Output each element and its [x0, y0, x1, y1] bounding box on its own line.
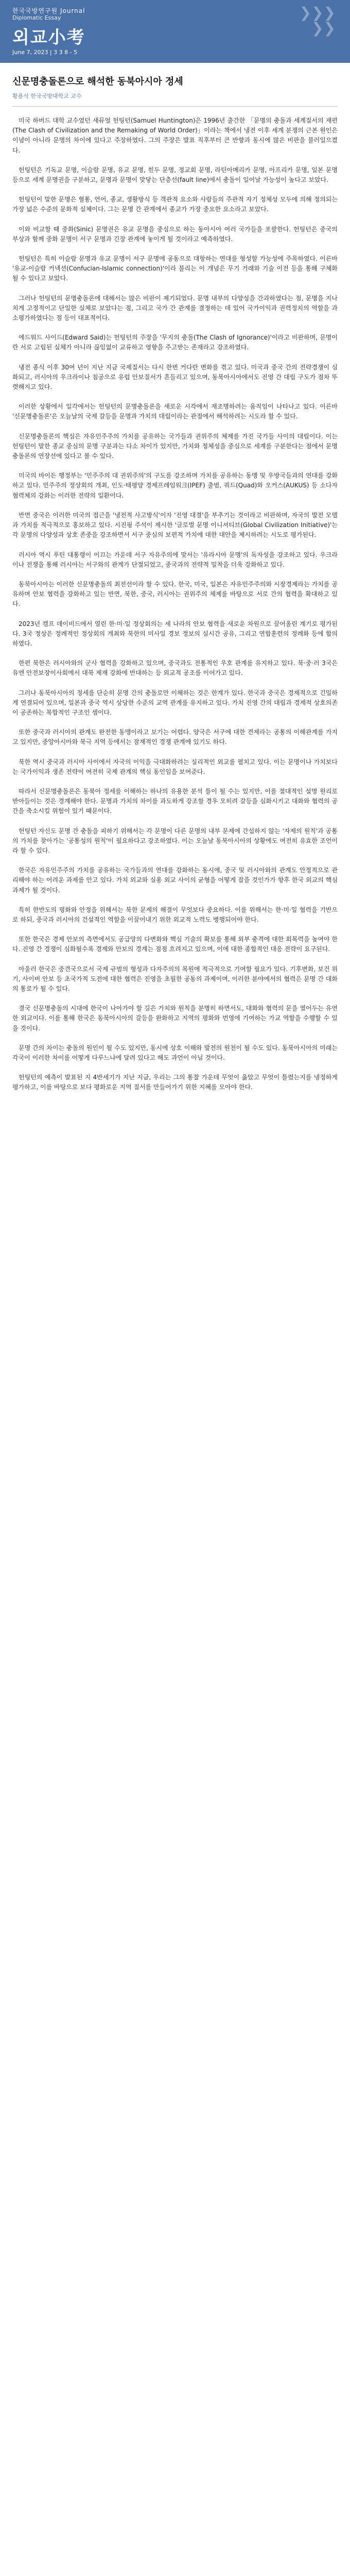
article-paragraph: 동북아시아는 이러한 신문명충돌의 최전선이라 할 수 있다. 한국, 미국, 일본은 자유민주주의와 시장경제라는 가치를 공유하며 안보 협력을 강화하고 있는 반면, 북한, 중국, 러시아는 권위주의 체제를 바탕으로 서로 간의 협력을 확대하고 있다.: [12, 580, 338, 608]
article-paragraph: 그러나 헌팅턴의 문명충돌론에 대해서는 많은 비판이 제기되었다. 문명 내부의 다양성을 간과하였다는 점, 문명을 지나치게 고정적이고 단일한 실체로 보았다는 점, 그리고 국가 간 관계를 결정하는 데 있어 국가이익과 권력정치의 역할을 과소평가하였다는 점 등이 대표적이다.: [12, 294, 338, 322]
article-paragraph: 헌팅턴 자신도 문명 간 충돌을 피하기 위해서는 각 문명이 다른 문명의 내부 문제에 간섭하지 않는 '자제의 원칙'과 공통의 가치를 찾아가는 '공통성의 원칙'이 필요하다고 강조하였다. 이는 오늘날 동북아시아의 상황에도 여전히 유효한 조언이라 할 수 있다.: [12, 827, 338, 854]
decorative-chevrons-icon: ❯❯❯ ❯❯: [299, 4, 336, 37]
article-paragraph: 결국 신문명충돌의 시대에 한국이 나아가야 할 길은 가치와 원칙을 분명히 하면서도, 대화와 협력의 문을 열어두는 유연한 외교이다. 이를 통해 한국은 동북아시아의 갈등을 완화하고 지역의 평화와 번영에 기여하는 가교 역할을 수행할 수 있을 것이다.: [12, 1005, 338, 1032]
masthead: [0, 0, 350, 63]
masthead-title: 외교小考: [12, 27, 85, 48]
article-body: [0, 107, 350, 1093]
article-paragraph: 헌팅턴이 말한 문명은 혈통, 언어, 종교, 생활방식 등 객관적 요소와 사람들의 주관적 자기 정체성 모두에 의해 정의되는 가장 넓은 수준의 문화적 실체이다. 그는 문명 간 관계에서 종교가 가장 중요한 요소라고 보았다.: [12, 196, 338, 213]
article-paragraph: 문명 간의 차이는 충돌의 원인이 될 수도 있지만, 동시에 상호 이해와 발전의 원천이 될 수도 있다. 동북아시아의 미래는 각국이 이러한 차이를 어떻게 다루느냐에 달려 있다고 해도 과언이 아닐 것이다.: [12, 1044, 338, 1062]
article-paragraph: 북한 역시 중국과 러시아 사이에서 자국의 이익을 극대화하려는 실리적인 외교를 펼치고 있다. 이는 문명이나 가치보다는 국가이익과 생존 전략이 여전히 국제 관계의 핵심 동인임을 보여준다.: [12, 758, 338, 775]
article-paragraph: 미국의 바이든 행정부는 '민주주의 대 권위주의'의 구도를 강조하며 가치를 공유하는 동맹 및 우방국들과의 연대를 강화하고 있다. 민주주의 정상회의 개최, 인도·태평양 경제프레임워크(IPEF) 출범, 쿼드(Quad)와 오커스(AUKUS) 등 소다자 협력체의 강화는 이러한 전략의 일환이다.: [12, 472, 338, 499]
article-paragraph: 2023년 캠프 데이비드에서 열린 한·미·일 정상회의는 세 나라의 안보 협력을 새로운 차원으로 끌어올린 계기로 평가된다. 3국 정상은 정례적인 정상회의 개최와 북한의 미사일 경보 정보의 실시간 공유, 그리고 연합훈련의 정례화 등에 합의하였다.: [12, 620, 338, 647]
article-paragraph: 한국은 자유민주주의 가치를 공유하는 국가들과의 연대를 강화하는 동시에, 중국 및 러시아와의 관계도 안정적으로 관리해야 하는 어려운 과제를 안고 있다. 가치 외교와 실용 외교 사이의 균형을 어떻게 잡을 것인가가 향후 한국 외교의 핵심 과제가 될 것이다.: [12, 867, 338, 894]
masthead-org: 한국국방연구원 Journal: [12, 7, 85, 14]
article-paragraph: 미국 하버드 대학 교수였던 새뮤얼 헌팅턴(Samuel Huntington)은 1996년 출간한 「문명의 충돌과 세계질서의 재편(The Clash of Civilization and the Remaking of World Order)」이라는 책에서 냉전 이후 세계 분쟁의 근본 원인은 이념이 아니라 문명의 차이에 있다고 주장하였다. 그의 주장은 발표 직후부터 큰 반향과 동시에 많은 비판을 불러일으켰다.: [12, 117, 338, 154]
issue-date: June 7, 2023 | 3 3 8 - 5: [12, 49, 78, 56]
article-paragraph: 아울러 한국은 중견국으로서 국제 규범의 형성과 다자주의의 복원에 적극적으로 기여할 필요가 있다. 기후변화, 보건 위기, 사이버 안보 등 초국가적 도전에 대한 협력은 진영을 초월한 공동의 과제이며, 이러한 분야에서의 협력은 문명 간 대화의 통로가 될 수 있다.: [12, 965, 338, 992]
article-paragraph: 특히 한반도의 평화와 안정을 위해서는 북한 문제의 해결이 무엇보다 중요하다. 이를 위해서는 한·미·일 협력을 기반으로 하되, 중국과 러시아의 건설적인 역할을 이끌어내기 위한 외교적 노력도 병행되어야 한다.: [12, 906, 338, 923]
article-author: 황용식 한국국방대학교 교수: [12, 93, 82, 99]
article-paragraph: 신문명충돌론의 핵심은 자유민주주의 가치를 공유하는 국가들과 권위주의 체제를 가진 국가들 사이의 대립이다. 이는 헌팅턴이 말한 종교 중심의 문명 구분과는 다소 차이가 있지만, 가치와 정체성을 중심으로 세계를 구분한다는 점에서 문명충돌론의 연장선에 있다고 볼 수 있다.: [12, 432, 338, 460]
article-paragraph: 이와 비교할 때 중화(Sinic) 문명권은 유교 문명을 중심으로 하는 동아시아 여러 국가들을 포괄한다. 헌팅턴은 중국의 부상과 함께 중화 문명이 서구 문명과 긴장 관계에 놓이게 될 것이라고 예측하였다.: [12, 225, 338, 243]
article-heading: [0, 63, 350, 107]
article-paragraph: 냉전 종식 이후 30여 년이 지난 지금 국제질서는 다시 한번 커다란 변화를 겪고 있다. 미국과 중국 간의 전략경쟁이 심화되고, 러시아의 우크라이나 침공으로 유럽 안보질서가 흔들리고 있으며, 동북아시아에서도 진영 간 대립 구도가 점차 뚜렷해지고 있다.: [12, 363, 338, 391]
article-paragraph: 러시아 역시 푸틴 대통령이 이끄는 가운데 서구 자유주의에 맞서는 '유라시아 문명'의 독자성을 강조하고 있다. 우크라이나 전쟁을 통해 러시아는 서구와의 관계가 단절되었고, 중국과의 전략적 밀착을 더욱 강화하고 있다.: [12, 551, 338, 568]
article-paragraph: 헌팅턴의 예측이 발표된 지 4반세기가 지난 지금, 우리는 그의 통찰 가운데 무엇이 옳았고 무엇이 틀렸는지를 냉정하게 평가하고, 이를 바탕으로 보다 평화로운 지역 질서를 만들어가기 위한 지혜를 모아야 한다.: [12, 1074, 338, 1091]
article-paragraph: 에드워드 사이드(Edward Said)는 헌팅턴의 주장을 '무지의 충돌(The Clash of Ignorance)'이라고 비판하며, 문명이란 서로 고립된 실체가 아니라 끊임없이 교류하고 영향을 주고받는 존재라고 강조하였다.: [12, 334, 338, 351]
article-title: 신문명충돌론으로 해석한 동북아시아 정세: [12, 76, 183, 87]
article-paragraph: 헌팅턴은 특히 이슬람 문명과 유교 문명이 서구 문명에 공동으로 대항하는 연대를 형성할 가능성에 주목하였다. 이른바 '유교-이슬람 커넥션(Confucian-Islamic connection)'이라 불리는 이 개념은 무기 거래와 기술 이전 등을 통해 구체화될 수 있다고 보았다.: [12, 255, 338, 282]
article-paragraph: 또한 중국과 러시아의 관계도 완전한 동맹이라고 보기는 어렵다. 양국은 서구에 대한 견제라는 공통의 이해관계를 가지고 있지만, 중앙아시아와 북극 지역 등에서는 잠재적인 경쟁 관계에 있기도 하다.: [12, 728, 338, 746]
article-paragraph: 한편 북한은 러시아와의 군사 협력을 강화하고 있으며, 중국과도 전통적인 우호 관계를 유지하고 있다. 북·중·러 3국은 유엔 안전보장이사회에서 대북 제재 강화에 반대하는 등 외교적 공조를 이어가고 있다.: [12, 659, 338, 677]
masthead-series: Diplomatic Essay: [12, 14, 61, 21]
article-paragraph: 그러나 동북아시아의 정세를 단순히 문명 간의 충돌로만 이해하는 것은 한계가 있다. 한국과 중국은 경제적으로 긴밀하게 연결되어 있으며, 일본과 중국 역시 상당한 수준의 교역 관계를 유지하고 있다. 가치 진영 간의 대립과 경제적 상호의존이 공존하는 복합적인 구조인 셈이다.: [12, 689, 338, 716]
article-paragraph: 헌팅턴은 기독교 문명, 이슬람 문명, 유교 문명, 힌두 문명, 정교회 문명, 라틴아메리카 문명, 아프리카 문명, 일본 문명 등으로 세계 문명권을 구분하고, 문명과 문명이 맞닿는 단층선(fault line)에서 충돌이 일어날 가능성이 높다고 보았다.: [12, 166, 338, 184]
article-paragraph: 또한 한국은 경제 안보의 측면에서도 공급망의 다변화와 핵심 기술의 확보를 통해 외부 충격에 대한 회복력을 높여야 한다. 진영 간 경쟁이 심화될수록 경제와 안보의 경계는 점점 흐려지고 있으며, 이에 대한 종합적인 대응 전략이 요구된다.: [12, 936, 338, 953]
article-paragraph: 따라서 신문명충돌론은 동북아 정세를 이해하는 하나의 유용한 분석 틀이 될 수는 있지만, 이를 절대적인 설명 원리로 받아들이는 것은 경계해야 한다. 문명과 가치의 차이를 과도하게 강조할 경우 오히려 갈등을 심화시키고 대화와 협력의 공간을 축소시킬 위험이 있기 때문이다.: [12, 787, 338, 815]
article-paragraph: 이러한 상황에서 일각에서는 헌팅턴의 문명충돌론을 새로운 시각에서 재조명하려는 움직임이 나타나고 있다. 이른바 '신문명충돌론'은 오늘날의 국제 갈등을 문명과 가치의 대립이라는 관점에서 해석하려는 시도라 할 수 있다.: [12, 403, 338, 420]
article-paragraph: 반면 중국은 이러한 미국의 접근을 '냉전적 사고방식'이자 '진영 대결'을 부추기는 것이라고 비판하며, 자국의 발전 모델과 가치를 적극적으로 홍보하고 있다. 시진핑 주석이 제시한 '글로벌 문명 이니셔티브(Global Civilization Initiative)'는 각 문명의 다양성과 상호 존중을 강조하면서 서구 중심의 보편적 가치에 대한 대안을 제시하려는 시도로 평가된다.: [12, 511, 338, 539]
